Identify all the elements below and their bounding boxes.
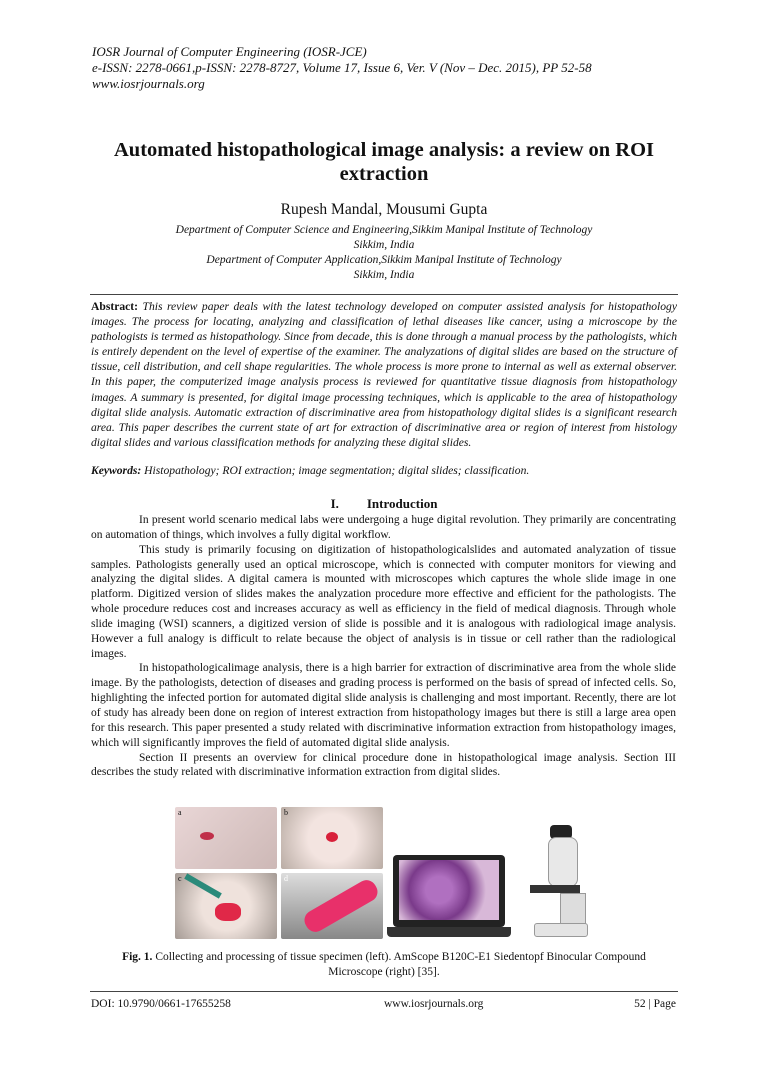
keywords	[91, 464, 677, 477]
abstract-label: Abstract:	[91, 300, 139, 313]
panel-label: c	[178, 874, 182, 883]
paragraph: In present world scenario medical labs were undergoing a huge digital revolution. They primarily are concentrating on automation of things, which involves a fully digital workflow.	[91, 514, 676, 541]
figure-1	[175, 807, 625, 939]
caption-label: Fig. 1.	[122, 951, 153, 963]
affiliation: Sikkim, India	[353, 269, 415, 281]
footer-page-number: 52 | Page	[634, 998, 676, 1010]
keywords-text: Histopathology; ROI extraction; image segmentation; digital slides; classification.	[141, 464, 530, 477]
journal-header	[92, 44, 592, 92]
microscope	[520, 825, 590, 935]
laptop-base	[387, 927, 511, 937]
figure-caption	[100, 950, 668, 980]
paragraph: This study is primarily focusing on digitization of histopathologicalslides and automated analyzation of tissue samples. Pathologists generally used an optical microscope, which is connected with computer monitors for viewing and analyzing the digital slides. A digital camera is mounted with microscopes which captures the whole slide image in one platform. Digitized version of slides makes the analyzation procedure more effective and efficient for the pathologists. The whole procedure reduces cost and increases accuracy as well as efficiency in the field of medical diagnosis. Through whole slide imaging (WSI) scanners, a digitized version of slide is possible and it is analogous with radiological image analysis. However a full analogy is difficult to relate because the object of analysis is in tissue or cell rather than the radiological images.	[91, 543, 676, 660]
affiliation: Sikkim, India	[353, 239, 415, 251]
section-heading	[90, 496, 678, 512]
panel-label: a	[178, 808, 182, 817]
affiliation: Department of Computer Application,Sikkim Manipal Institute of Technology	[206, 254, 562, 266]
authors: Rupesh Mandal, Mousumi Gupta	[280, 201, 488, 218]
footer-divider	[90, 991, 678, 992]
section-number: I.	[330, 496, 339, 511]
panel-label: d	[284, 874, 288, 883]
paragraph: In histopathologicalimage analysis, there is a high barrier for extraction of discriminative area from the whole slide image. By the pathologists, detection of diseases and grading process is performed on the basis of spread of infected cells. So, highlighting the infected portion for automated digital slide analysis is challenging and most important. Recently, there are lot of study has already been done on region of interest extraction from histopathology images but there is still a large area open for this research. This paper presented a study related with discriminative information extraction from histopathology images, which will significantly improves the field of automated digital slide analysis.	[91, 662, 676, 749]
journal-issn: e-ISSN: 2278-0661,p-ISSN: 2278-8727, Volume 17, Issue 6, Ver. V (Nov – Dec. 2015), PP 52-58	[92, 60, 592, 75]
keywords-label: Keywords:	[91, 464, 142, 477]
affiliation: Department of Computer Science and Engineering,Sikkim Manipal Institute of Technology	[175, 224, 593, 236]
divider	[90, 294, 678, 295]
caption-text: Collecting and processing of tissue specimen (left). AmScope B120C-E1 Siedentopf Binocular Compound Microscope (right) [35].	[152, 951, 646, 978]
journal-name: IOSR Journal of Computer Engineering (IOSR-JCE)	[92, 44, 367, 59]
photo-tissue-c	[175, 873, 277, 939]
abstract	[91, 299, 677, 450]
affiliations	[90, 223, 678, 283]
photo-tissue-b	[281, 807, 383, 869]
photo-tissue-a	[175, 807, 277, 869]
abstract-text: This review paper deals with the latest technology developed on computer assisted analysis for histopathology images. The process for locating, analyzing and classification of lethal diseases like cancer, using a microscope by the pathologists is termed as histopathology. Since from decade, this is done through a manual process by the pathologists, which is entirely dependent on the level of expertise of the examiner. The analyzations of digital slides are based on the structure of tissue, cell distribution, and cell shape regularities. The whole process is more prone to internal as well as external observer. In this paper, the computerized image analysis process is reviewed for quantitative tissue diagnosis from histopathology images. A summary is presented, for digital image processing techniques, which is applicable to the area of histopathology digital slide analysis. Automatic extraction of discriminative area from histopathology digital slides is a significant research area. This paper describes the current state of art for extraction of discriminative area or region of interest from histology digital slides and various classification methods for analyzing these digital slides.	[91, 300, 677, 449]
paragraph: Section II presents an overview for clinical procedure done in histopathological image analysis. Section III describes the study related with discriminative information extraction from digital slides.	[91, 751, 676, 779]
laptop-screen	[393, 855, 505, 927]
photo-tissue-d	[281, 873, 383, 939]
journal-website: www.iosrjournals.org	[92, 76, 205, 91]
panel-label: b	[284, 808, 288, 817]
section-title: Introduction	[366, 496, 438, 511]
body-text	[91, 513, 676, 780]
paper-title: Automated histopathological image analysis: a review on ROI extraction	[113, 139, 655, 185]
footer-doi: DOI: 10.9790/0661-17655258	[91, 998, 231, 1010]
footer-website: www.iosrjournals.org	[384, 998, 484, 1010]
